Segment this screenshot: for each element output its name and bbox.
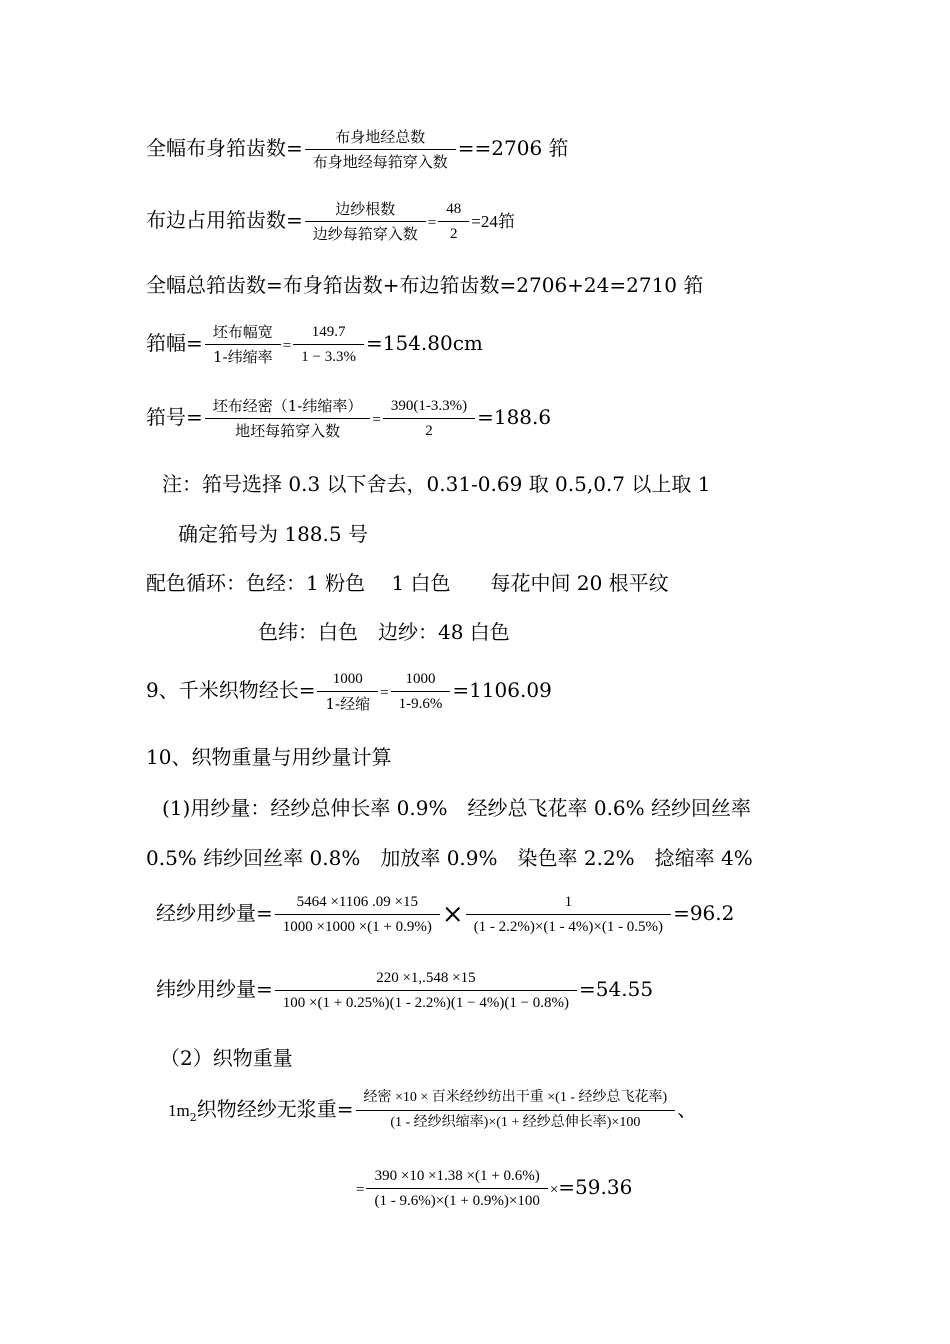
warp-weight-result-line — [356, 1166, 632, 1211]
fraction-numerator: 390(1-3.3%) — [383, 396, 475, 419]
formula-label: 筘幅= — [146, 331, 203, 355]
fraction — [466, 892, 671, 937]
fraction — [275, 968, 577, 1013]
fraction-denominator: 1 − 3.3% — [301, 349, 356, 365]
fraction-denominator: 100 ×(1 + 0.25%)(1 - 2.2%)(1 − 4%)(1 − 0.8%) — [282, 995, 570, 1011]
formula-result: ==2706 筘 — [457, 136, 569, 160]
color-cycle-warp-line: 配色循环：色经：1 粉色 1 白色 每花中间 20 根平纹 — [146, 571, 669, 595]
fraction-numerator: 布身地经总数 — [305, 127, 456, 150]
section-heading: 10、织物重量与用纱量计算 — [146, 745, 392, 769]
fraction-numerator: 坯布经密（1-纬缩率） — [205, 396, 371, 419]
formula-result: =59.36 — [558, 1175, 633, 1199]
fraction-denominator: 1-纬缩率 — [212, 348, 273, 366]
fraction-numerator: 220 ×1,.548 ×15 — [275, 968, 577, 991]
formula-result: =188.6 — [477, 405, 552, 429]
formula-label: 9、千米织物经长= — [146, 678, 316, 702]
fraction-denominator: 1-9.6% — [398, 696, 443, 712]
fraction-denominator: 布身地经每筘穿入数 — [312, 153, 448, 171]
reed-number-decision: 确定筘号为 188.5 号 — [178, 522, 368, 546]
warp-weight-line — [168, 1088, 697, 1133]
reed-teeth-body-line — [146, 127, 569, 172]
fraction-numerator: 390 ×10 ×1.38 ×(1 + 0.6%) — [366, 1166, 547, 1189]
formula-label: 布边占用筘齿数= — [146, 208, 303, 232]
equals-sign: = — [372, 412, 381, 428]
formula-result: =24筘 — [471, 212, 515, 231]
equals-sign: = — [356, 1182, 365, 1198]
reed-teeth-edge-line — [146, 199, 515, 244]
fraction — [305, 199, 426, 244]
yarn-params-line-2: 0.5% 纬纱回丝率 0.8% 加放率 0.9% 染色率 2.2% 捻缩率 4% — [146, 846, 753, 870]
formula-label: 筘号= — [146, 405, 203, 429]
fraction — [366, 1166, 547, 1211]
equals-sign: = — [282, 338, 292, 354]
formula-result: =54.55 — [579, 977, 654, 1001]
fraction-numerator: 坯布幅宽 — [205, 322, 281, 345]
formula-result: =154.80cm — [365, 331, 483, 355]
fraction — [275, 892, 440, 937]
formula-label: 全幅布身筘齿数= — [146, 136, 303, 160]
fraction-denominator: 1-经缩 — [325, 695, 371, 713]
fraction-denominator: (1 - 9.6%)×(1 + 0.9%)×100 — [374, 1193, 540, 1209]
multiply-sign: × — [441, 899, 464, 930]
fraction-numerator: 1000 — [391, 669, 451, 692]
formula-result: =1106.09 — [452, 678, 552, 702]
fraction-numerator: 1 — [466, 892, 671, 915]
reed-teeth-total-line: 全幅总筘齿数=布身筘齿数+布边筘齿数=2706+24=2710 筘 — [146, 273, 704, 297]
weft-yarn-usage-line — [156, 968, 653, 1013]
fraction-denominator: 2 — [425, 423, 433, 439]
fraction-denominator: (1 - 经纱织缩率)×(1 + 经纱总伸长率)×100 — [390, 1115, 641, 1130]
formula-result: =96.2 — [673, 901, 735, 925]
unit-superscript: 2 — [189, 1111, 197, 1124]
fraction-denominator: 地坯每筘穿入数 — [235, 422, 341, 440]
fraction-numerator: 边纱根数 — [305, 199, 426, 222]
trailing-mark: 、 — [677, 1097, 698, 1121]
fraction — [205, 322, 281, 367]
fraction-numerator: 1000 — [317, 669, 378, 692]
warp-yarn-usage-line — [156, 892, 734, 937]
formula-label: 经纱用纱量= — [156, 901, 273, 925]
warp-length-line — [146, 669, 552, 714]
equals-sign: = — [380, 685, 389, 701]
fraction-numerator: 经密 ×10 × 百米经纱纺出干重 ×(1 - 经纱总飞花率) — [356, 1088, 676, 1111]
fraction-denominator: (1 - 2.2%)×(1 - 4%)×(1 - 0.5%) — [473, 919, 664, 935]
fraction — [438, 199, 469, 244]
fraction — [317, 669, 378, 714]
fraction — [305, 127, 456, 172]
multiply-sign: × — [549, 1182, 559, 1198]
fraction — [383, 396, 475, 441]
fraction-denominator: 1000 ×1000 ×(1 + 0.9%) — [282, 919, 432, 935]
reed-width-line — [146, 322, 483, 367]
fraction — [205, 396, 371, 441]
fraction-numerator: 149.7 — [293, 322, 364, 345]
fraction — [356, 1088, 676, 1133]
unit-label: 1m — [168, 1101, 190, 1120]
reed-number-line — [146, 396, 551, 441]
equals-sign: = — [427, 215, 437, 231]
color-cycle-weft-line: 色纬：白色 边纱：48 白色 — [258, 620, 510, 644]
fraction-numerator: 48 — [438, 199, 469, 222]
fraction-numerator: 5464 ×1106 .09 ×15 — [275, 892, 440, 915]
fraction — [391, 669, 451, 714]
formula-label: 织物经纱无浆重= — [196, 1097, 354, 1121]
formula-label: 纬纱用纱量= — [156, 977, 273, 1001]
fabric-weight-heading: （2）织物重量 — [160, 1046, 293, 1070]
fraction-denominator: 边纱每筘穿入数 — [312, 225, 418, 243]
fraction-denominator: 2 — [450, 226, 458, 242]
note-line: 注：筘号选择 0.3 以下舍去，0.31-0.69 取 0.5,0.7 以上取 1 — [162, 472, 711, 496]
fraction — [293, 322, 364, 367]
yarn-params-line-1: (1)用纱量：经纱总伸长率 0.9% 经纱总飞花率 0.6% 经纱回丝率 — [162, 796, 752, 820]
